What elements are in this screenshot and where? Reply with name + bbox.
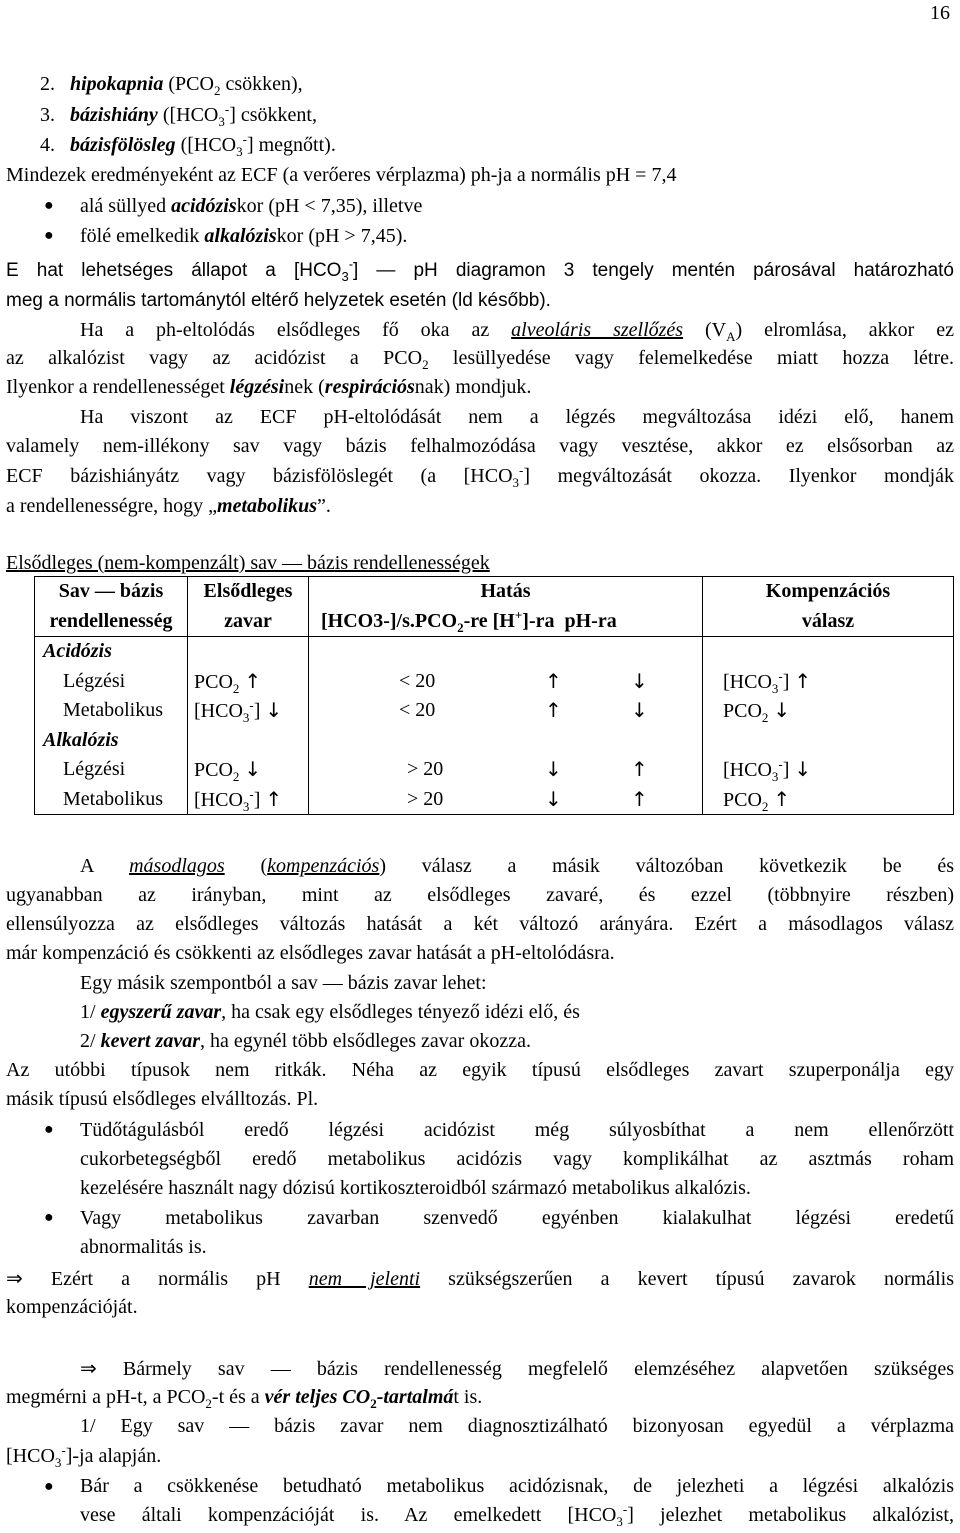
paragraph-line: 1/ Egy sav — bázis zavar nem diagnosztizálható bizonyosan egyedül a vérplazma: [80, 1415, 954, 1437]
list-item: 3. bázishiány ($[HCO_3^-]$ csökkent,: [40, 101, 317, 129]
bullet-icon: ●: [44, 1478, 54, 1495]
arrow-up-icon: ↑: [265, 786, 283, 811]
table-title: Elsődleges (nem-kompenzált) sav — bázis rendellenességek: [6, 552, 490, 574]
table-body-row: [35, 637, 954, 815]
bullet-item: Vagy metabolikus zavarban szenvedő egyénben kialakulhat légzési eredetű: [80, 1207, 954, 1229]
header-cell: Kompenzációs válasz: [703, 577, 954, 637]
bullet-icon: ●: [44, 1209, 54, 1226]
paragraph-line: a rendellenességre, hogy „metabolikus”.: [6, 495, 331, 517]
paragraph-line: ugyanabban az irányban, mint az elsődleges zavaré, és ezzel (többnyire részben): [6, 884, 954, 906]
implies-arrow-icon: ⇒: [80, 1356, 97, 1380]
arrow-up-icon: ↑: [545, 668, 562, 693]
paragraph-line: Ilyenkor a rendellenességet légzésinek (respirációsnak) mondjuk.: [6, 376, 532, 398]
bullet-item: Bár a csökkenése betudható metabolikus acidózisnak, de jelezheti a légzési alkalózis: [80, 1475, 954, 1497]
arrow-down-icon: ↓: [631, 698, 648, 722]
paragraph-line: Ha viszont az ECF pH-eltolódását nem a légzés megváltozása idézi elő, hanem: [80, 406, 954, 428]
paragraph-line: ⇒ Ezért a normális pH nem jelenti szükségszerűen a kevert típusú zavarok normális: [6, 1266, 954, 1290]
paragraph-line: Egy másik szempontból a sav — bázis zavar lehet:: [80, 972, 487, 994]
paragraph-line: 1/ egyszerű zavar, ha csak egy elsődleges tényező idézi elő, és: [80, 1001, 580, 1023]
paragraph-line: Ha a ph-eltolódás elsődleges fő oka az alveoláris szellőzés $(V_A)$ elromlása, akkor ez: [80, 319, 954, 344]
arrow-up-icon: ↑: [773, 786, 791, 811]
bullet-item: Tüdőtágulásból eredő légzési acidózist még súlyosbíthat a nem ellenőrzött: [80, 1119, 954, 1141]
compensation-cell: $[HCO_3^-]$ ↑ $PCO_2$ ↓ $[HCO_3^-]$ ↓ $PCO_2$ ↑: [703, 637, 954, 815]
arrow-down-icon: ↓: [631, 668, 648, 693]
header-cell: Elsődleges zavar: [188, 577, 309, 637]
arrow-up-icon: ↑: [631, 786, 648, 811]
term: bázisfölösleg: [70, 134, 176, 156]
arrow-down-icon: ↓: [244, 757, 262, 781]
group-label: Alkalózis: [43, 728, 119, 751]
paragraph-line: ellensúlyozza az elsődleges változás hatását a két változó arányára. Ezért a másodlagos válasz: [6, 913, 954, 935]
arrow-up-icon: ↑: [545, 698, 562, 722]
bullet-icon: ●: [44, 1121, 54, 1138]
group-label: Acidózis: [43, 640, 112, 662]
paragraph-line: másik típusú elsődleges elválltozás. Pl.: [6, 1088, 319, 1110]
paragraph-line: 2/ kevert zavar, ha egynél több elsődleges zavar okozza.: [80, 1030, 531, 1052]
arrow-up-icon: ↑: [631, 757, 648, 781]
paragraph-line: ECF bázishiányátz vagy bázisfölöslegét (a $[HCO_3^-]$ megváltozását okozza. Ilyenkor mondják: [6, 462, 954, 490]
type-cell: Acidózis Légzési Metabolikus Alkalózis Légzési Metabolikus: [35, 637, 188, 815]
arrow-down-icon: ↓: [545, 757, 562, 781]
bullet-item: fölé emelkedik alkalóziskor (pH > 7,45).: [80, 225, 408, 247]
paragraph-line: valamely nem-illékony sav vagy bázis felhalmozódása vagy vesztése, akkor ez elsősorban az: [6, 435, 954, 457]
effect-cell: < 20 ↑ ↓ < 20 ↑ ↓ > 20 ↓ ↑ > 20 ↓ ↑: [309, 637, 703, 815]
arrow-down-icon: ↓: [545, 786, 562, 811]
paragraph-line: megmérni a pH-t, a $PCO_2-t$ és a vér teljes $CO_2$-tartalmát is.: [6, 1386, 483, 1411]
paragraph-line: már kompenzáció és csökkenti az elsődleges zavar hatását a pH-eltolódásra.: [6, 942, 615, 964]
header-cell: Sav — bázis rendellenesség: [35, 577, 188, 637]
bullet-item-line: kezelésére használt nagy dózisú kortikoszteroidból származó metabolikus alkalózis.: [80, 1177, 751, 1199]
arrow-up-icon: ↑: [244, 668, 262, 693]
bullet-item-line: vese általi kompenzációját is. Az emelkedett $[HCO_3^-]$ jelezhet metabolikus alkalózist,: [80, 1501, 954, 1529]
paragraph-line: ⇒ Bármely sav — bázis rendellenesség megfelelő elemzéséhez alapvetően szükséges: [80, 1356, 954, 1380]
term: bázishiány: [70, 104, 158, 126]
acid-base-table: [34, 576, 954, 815]
paragraph-line: E hat lehetséges állapot a $[HCO_3^-]$ — pH diagramon 3 tengely mentén párosával határozható: [6, 256, 954, 284]
bullet-item-line: cukorbetegségből eredő metabolikus acidózis vagy komplikálhat az asztmás roham: [80, 1148, 954, 1170]
table-header-row: [35, 577, 954, 637]
bullet-icon: ●: [44, 197, 54, 214]
list-item: 2. hipokapnia ($PCO_2$ csökken),: [40, 73, 303, 98]
bullet-item: alá süllyed acidóziskor (pH < 7,35), illetve: [80, 195, 423, 217]
implies-arrow-icon: ⇒: [6, 1266, 23, 1290]
arrow-down-icon: ↓: [794, 757, 812, 781]
bullet-item-line: abnormalitás is.: [80, 1236, 207, 1258]
paragraph-line: meg a normális tartománytól eltérő helyzetek esetén (ld később).: [6, 290, 551, 311]
page-number: 16: [930, 2, 950, 24]
header-cell: Hatás $[HCO3-]/s.PCO_2-re$ [H+]-ra pH-ra: [309, 577, 703, 637]
paragraph-line: $[HCO_3^-]-ja$ alapján.: [6, 1442, 162, 1470]
arrow-down-icon: ↓: [265, 698, 283, 722]
paragraph-line: kompenzációját.: [6, 1296, 138, 1318]
bullet-icon: ●: [44, 227, 54, 244]
paragraph-line: Mindezek eredményeként az ECF (a verőeres vérplazma) ph-ja a normális pH = 7,4: [6, 164, 677, 186]
paragraph-line: A másodlagos (kompenzációs) válasz a másik változóban következik be és: [80, 855, 954, 877]
paragraph-line: az alkalózist vagy az acidózist a $PCO_2$ lesüllyedése vagy felemelkedése miatt hozza létre.: [6, 347, 954, 372]
arrow-down-icon: ↓: [773, 698, 791, 722]
primary-cell: $PCO_2$ ↑ $[HCO_3^-]$ ↓ $PCO_2$ ↓ $[HCO_3^-]$ ↑: [188, 637, 309, 815]
list-item: 4. bázisfölösleg ($[HCO_3^-]$ megnőtt).: [40, 131, 336, 159]
arrow-up-icon: ↑: [794, 668, 812, 693]
term: hipokapnia: [70, 73, 164, 95]
paragraph-line: Az utóbbi típusok nem ritkák. Néha az egyik típusú elsődleges zavart szuperponálja egy: [6, 1059, 954, 1081]
